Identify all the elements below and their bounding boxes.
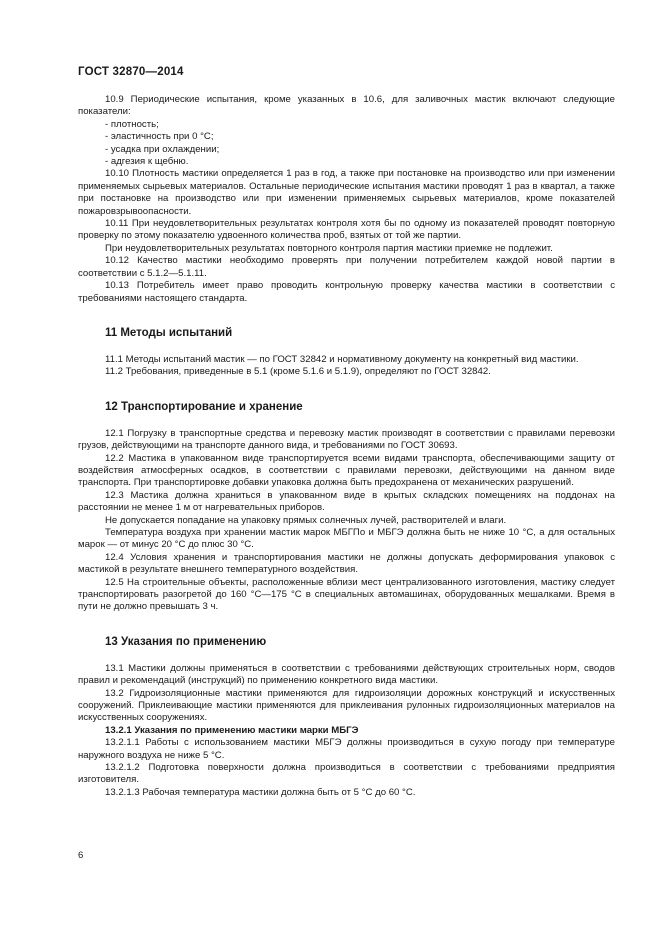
paragraph: 10.12 Качество мастики необходимо проверять при получении потребителем каждой новой партии в соответствии с 5.1.2—5.1.11. [78, 255, 615, 279]
paragraph: 13.2.1.3 Рабочая температура мастики должна быть от 5 °С до 60 °С. [105, 786, 416, 798]
list-item: - эластичность при 0 °С; [105, 131, 214, 143]
paragraph: Не допускается попадание на упаковку прямых солнечных лучей, растворителей и влаги. [105, 514, 507, 526]
paragraph: 11.2 Требования, приведенные в 5.1 (кроме 5.1.6 и 5.1.9), определяют по ГОСТ 32842. [105, 366, 491, 378]
paragraph: 12.2 Мастика в упакованном виде транспортируется всеми видами транспорта, обеспечивающими защиту от воздействия атмосферных осадков, в соответствии с правилами перевозки, действующими на данном виде транспорта. При транспортировке добавки упаковка должна быть предохранена от механических разрушений. [78, 452, 615, 489]
paragraph: При неудовлетворительных результатах повторного контроля партия мастики приемке не подлежит. [105, 242, 553, 254]
paragraph: 12.5 На строительные объекты, расположенные вблизи мест централизованного изготовления, мастику следует транспортировать разогретой до 160 °С—175 °С в специальных автомашинах, оборудованных мешалками. Время в пути не должно превышать 3 ч. [78, 576, 615, 613]
paragraph: 13.1 Мастики должны применяться в соответствии с требованиями действующих строительных норм, сводов правил и рекомендаций (инструкций) по применению конкретного вида мастики. [78, 662, 615, 687]
paragraph: 10.11 При неудовлетворительных результатах контроля хотя бы по одному из показателей проводят повторную проверку по этому показателю удвоенного количества проб, взятых от той же партии. [78, 218, 615, 242]
section-heading-11: 11 Методы испытаний [105, 326, 233, 339]
paragraph: 13.2 Гидроизоляционные мастики применяются для гидроизоляции дорожных конструкций и искусственных сооружений. Приклеивающие мастики применяются для приклеивания рулонных гидроизоляционных материалов на искусственных сооружениях. [78, 687, 615, 724]
paragraph: 10.13 Потребитель имеет право проводить контрольную проверку качества мастики в соответствии с требованиями настоящего стандарта. [78, 280, 615, 304]
paragraph: 12.3 Мастика должна храниться в упакованном виде в крытых складских помещениях на поддонах на расстоянии не менее 1 м от нагревательных приборов. [78, 489, 615, 514]
paragraph: 13.2.1.1 Работы с использованием мастики МБГЭ должны производиться в сухую погоду при температуре наружного воздуха не ниже 5 °С. [78, 737, 615, 761]
paragraph: 10.9 Периодические испытания, кроме указанных в 10.6, для заливочных мастик включают следующие показатели: [78, 94, 615, 118]
paragraph: 12.4 Условия хранения и транспортирования мастики не должны допускать деформирования упаковок с мастикой в результате внешнего температурного воздействия. [78, 551, 615, 576]
paragraph: 12.1 Погрузку в транспортные средства и перевозку мастик производят в соответствии с правилами перевозки грузов, действующими на транспорте данного вида, и требованиями по ГОСТ 30693. [78, 427, 615, 452]
subsection-heading: 13.2.1 Указания по применению мастики марки МБГЭ [105, 724, 359, 736]
document-body [78, 94, 615, 799]
list-item: - адгезия к щебню. [105, 156, 189, 168]
list-item: - усадка при охлаждении; [105, 143, 220, 155]
paragraph: 10.10 Плотность мастики определяется 1 раз в год, а также при постановке на производство или при изменении применяемых сырьевых материалов. Остальные периодические испытания мастики проводят 1 раз в квартал, а также при постановке на производство или при изменении применяемых сырьевых материалов, кроме показателей пожаровзрывоопасности. [78, 168, 615, 217]
document-header: ГОСТ 32870—2014 [78, 66, 184, 78]
paragraph: Температура воздуха при хранении мастик марок МБГПо и МБГЭ должна быть не ниже 10 °С, а для остальных марок — от минус 20 °С до плюс 30 °С. [78, 526, 615, 551]
section-heading-12: 12 Транспортирование и хранение [105, 400, 303, 413]
page-number: 6 [78, 850, 84, 861]
section-heading-13: 13 Указания по применению [105, 635, 267, 648]
paragraph: 11.1 Методы испытаний мастик — по ГОСТ 32842 и нормативному документу на конкретный вид мастики. [105, 353, 579, 365]
paragraph: 13.2.1.2 Подготовка поверхности должна производиться в соответствии с требованиями предприятия изготовителя. [78, 762, 615, 786]
list-item: - плотность; [105, 118, 159, 130]
